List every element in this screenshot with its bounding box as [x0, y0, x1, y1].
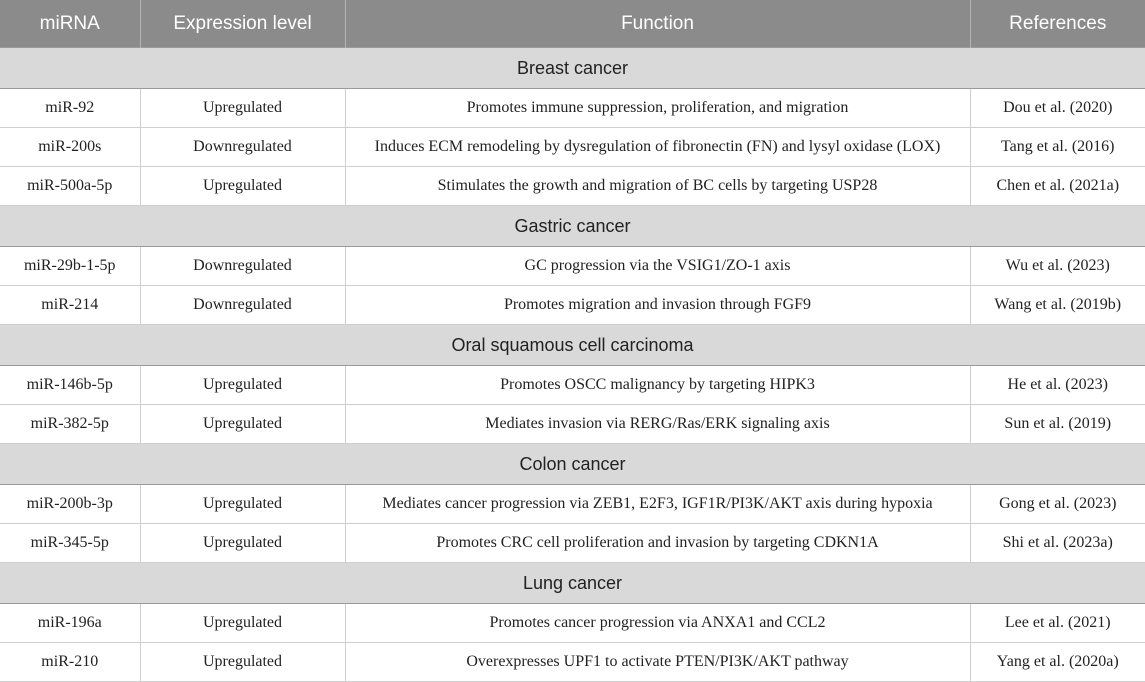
table-row: [0, 247, 1145, 286]
table-row: [0, 524, 1145, 563]
cell-mirna: miR-214: [0, 286, 140, 325]
table-row: [0, 485, 1145, 524]
cell-expression-level: Downregulated: [140, 128, 345, 167]
cell-function: Mediates cancer progression via ZEB1, E2F3, IGF1R/PI3K/AKT axis during hypoxia: [345, 485, 970, 524]
cell-expression-level: Downregulated: [140, 247, 345, 286]
cell-function: Induces ECM remodeling by dysregulation of fibronectin (FN) and lysyl oxidase (LOX): [345, 128, 970, 167]
cell-function: Promotes immune suppression, proliferation, and migration: [345, 89, 970, 128]
header-references: References: [970, 0, 1145, 48]
cell-function: Promotes migration and invasion through FGF9: [345, 286, 970, 325]
cell-reference: Wu et al. (2023): [970, 247, 1145, 286]
table-row: [0, 128, 1145, 167]
cell-reference: Sun et al. (2019): [970, 405, 1145, 444]
header-mirna: miRNA: [0, 0, 140, 48]
cell-mirna: miR-196a: [0, 604, 140, 643]
table-row: [0, 286, 1145, 325]
cell-reference: Lee et al. (2021): [970, 604, 1145, 643]
cell-function: Promotes cancer progression via ANXA1 and CCL2: [345, 604, 970, 643]
table-row: [0, 604, 1145, 643]
table-row: [0, 366, 1145, 405]
cell-reference: Shi et al. (2023a): [970, 524, 1145, 563]
section-title: Lung cancer: [0, 563, 1145, 604]
cell-expression-level: Upregulated: [140, 485, 345, 524]
table-row: [0, 167, 1145, 206]
header-row: [0, 0, 1145, 48]
cell-mirna: miR-92: [0, 89, 140, 128]
section-title: Oral squamous cell carcinoma: [0, 325, 1145, 366]
table-row: [0, 643, 1145, 682]
cell-expression-level: Upregulated: [140, 89, 345, 128]
header-function: Function: [345, 0, 970, 48]
section-title: Colon cancer: [0, 444, 1145, 485]
cell-mirna: miR-500a-5p: [0, 167, 140, 206]
table-body: [0, 48, 1145, 682]
cell-function: Stimulates the growth and migration of BC cells by targeting USP28: [345, 167, 970, 206]
cell-reference: Dou et al. (2020): [970, 89, 1145, 128]
table-row: [0, 405, 1145, 444]
cell-mirna: miR-210: [0, 643, 140, 682]
section-title: Breast cancer: [0, 48, 1145, 89]
cell-expression-level: Upregulated: [140, 405, 345, 444]
cell-reference: Tang et al. (2016): [970, 128, 1145, 167]
header-expression-level: Expression level: [140, 0, 345, 48]
cell-mirna: miR-382-5p: [0, 405, 140, 444]
cell-function: GC progression via the VSIG1/ZO-1 axis: [345, 247, 970, 286]
cell-expression-level: Upregulated: [140, 366, 345, 405]
cell-function: Promotes CRC cell proliferation and invasion by targeting CDKN1A: [345, 524, 970, 563]
section-row: [0, 206, 1145, 247]
cell-reference: Chen et al. (2021a): [970, 167, 1145, 206]
cell-function: Overexpresses UPF1 to activate PTEN/PI3K/AKT pathway: [345, 643, 970, 682]
cell-function: Mediates invasion via RERG/Ras/ERK signaling axis: [345, 405, 970, 444]
section-title: Gastric cancer: [0, 206, 1145, 247]
cell-reference: He et al. (2023): [970, 366, 1145, 405]
cell-expression-level: Upregulated: [140, 524, 345, 563]
cell-mirna: miR-146b-5p: [0, 366, 140, 405]
cell-mirna: miR-200b-3p: [0, 485, 140, 524]
section-row: [0, 325, 1145, 366]
cell-expression-level: Upregulated: [140, 643, 345, 682]
cell-mirna: miR-29b-1-5p: [0, 247, 140, 286]
cell-reference: Gong et al. (2023): [970, 485, 1145, 524]
cell-expression-level: Downregulated: [140, 286, 345, 325]
cell-reference: Yang et al. (2020a): [970, 643, 1145, 682]
cell-mirna: miR-200s: [0, 128, 140, 167]
cell-expression-level: Upregulated: [140, 604, 345, 643]
cell-function: Promotes OSCC malignancy by targeting HIPK3: [345, 366, 970, 405]
table-header: [0, 0, 1145, 48]
section-row: [0, 48, 1145, 89]
section-row: [0, 563, 1145, 604]
table-row: [0, 89, 1145, 128]
section-row: [0, 444, 1145, 485]
cell-reference: Wang et al. (2019b): [970, 286, 1145, 325]
cell-expression-level: Upregulated: [140, 167, 345, 206]
cell-mirna: miR-345-5p: [0, 524, 140, 563]
